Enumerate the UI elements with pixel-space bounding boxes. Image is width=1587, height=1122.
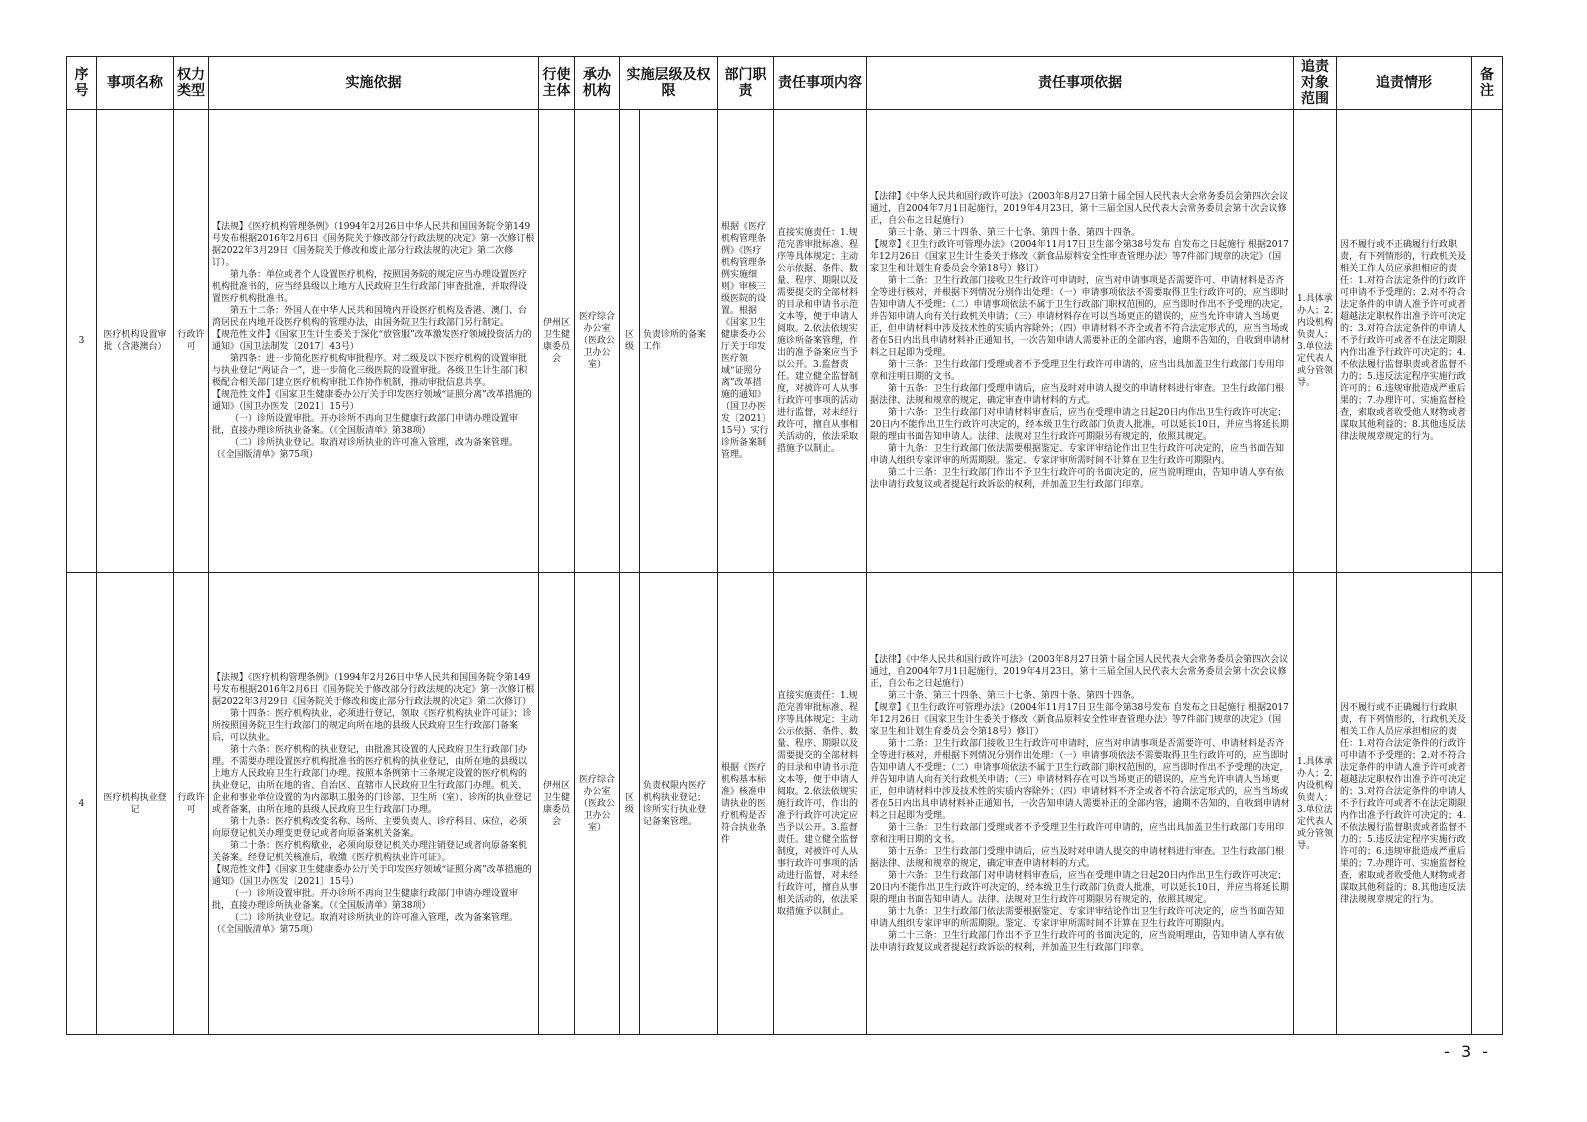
resp-basis-paragraph: 第十六条：卫生行政部门对申请材料审查后，应当在受理申请之日起20日内作出卫生行政许可决定；20日内不能作出卫生行政许可决定的，经本级卫生行政部门负责人批准，可以延长10日，并应当将延长期限的理由书面告知申请人。法律、法规对卫生行政许可期限另有规定的，依照其规定。 xyxy=(870,408,1289,442)
basis-paragraph: 【规范性文件】《国家卫生计生委关于深化“放管服”改革激发医疗领域投资活力的通知》（国卫法制发〔2017〕43号） xyxy=(212,330,532,352)
row-level: 区级 xyxy=(620,573,640,1035)
header-org: 承办机构 xyxy=(575,57,620,110)
basis-paragraph: （一）诊所设置审批。开办诊所不再向卫生健康行政部门申请办理设置审批，直接办理诊所执业备案。（《全国版清单》第38项） xyxy=(212,888,519,911)
row-content-detail: 直接实施责任：1.规范完善审批标准、程序等具体规定；主动公示依据、条件、数量、程序、期限以及需要提交的全部材料的目录和申请书示范文本等，便于申请人阅取。2.依法依规实施行政许可，作出的准予行政许可决定应当予以公开。3.监督责任。建立健全监督制度，对被许可人从事行政许可事项的活动进行监督，对未经行政许可，擅自从事相关活动的，依法采取措施予以制止。 xyxy=(774,573,867,1035)
header-content: 责任事项内容 xyxy=(774,57,867,110)
basis-paragraph: 第十九条：医疗机构改变名称、场所、主要负责人、诊疗科目、床位，必须向原登记机关办理变更登记或者向原备案机关备案。 xyxy=(212,816,528,839)
basis-paragraph: 【规范性文件】《国家卫生健康委办公厅关于印发医疗领域“证照分离”改革措施的通知》（国卫办医发〔2021〕15号） xyxy=(212,864,532,887)
page-number: - 3 - xyxy=(1444,1042,1491,1061)
resp-basis-paragraph: 【规章】《卫生行政许可管理办法》（2004年11月17日卫生部令第38号发布 自发布之日起施行 根据2017年12月26日《国家卫生计生委关于修改〈新食品原料安全性审查管理办法〉等7件部门规章的决定》（国家卫生和计划生育委员会令第18号）修订） xyxy=(870,240,1289,274)
resp-basis-paragraph: 第十二条：卫生行政部门接收卫生行政许可申请时，应当对申请事项是否需要许可、申请材料是否齐全等进行核对，并根据下列情况分别作出处理：（一）申请事项依法不需要取得卫生行政许可的，应当即时告知申请人不受理；（二）申请事项依法不属于卫生行政部门职权范围的，应当即时作出不予受理的决定，并告知申请人向有关行政机关申请；（三）申请材料存在可以当场更正的错误的，应当允许申请人当场更正，但申请材料中涉及技术性的实质内容除外；（四）申请材料不齐全或者不符合法定形式的，应当当场或者在5日内出具申请材料补正通知书，一次告知申请人需要补正的全部内容，逾期不告知的，自收到申请材料之日起即为受理。 xyxy=(870,276,1290,358)
header-basis: 实施依据 xyxy=(209,57,539,110)
header-note: 备注 xyxy=(1472,57,1503,110)
row-power-type: 行政许可 xyxy=(174,110,209,573)
header-duty: 部门职责 xyxy=(718,57,774,110)
responsibility-table xyxy=(66,56,1503,1035)
basis-paragraph: （二）诊所执业登记。取消对诊所执业的许可准入管理，改为备案管理。（《全国版清单》第75项） xyxy=(212,438,519,460)
header-target: 追责对象范围 xyxy=(1294,57,1337,110)
resp-basis-paragraph: 第三十条、第三十四条、第三十七条、第四十条、第四十四条。 xyxy=(888,228,1141,238)
row-duty: 负责诊所的备案工作 xyxy=(640,110,718,573)
row-seq: 3 xyxy=(67,110,97,573)
header-level: 实施层级及权限 xyxy=(620,57,718,110)
row-content: 根据《医疗机构管理条例》《医疗机构管理条例实施细则》审核三级医院的设置。根据《国家卫生健康委办公厅关于印发医疗领域“证照分离”改革措施的通知》（国卫办医发〔2021〕15号）实行诊所备案制管理。 xyxy=(718,110,774,573)
basis-paragraph: 第十四条：医疗机构执业，必须进行登记，领取《医疗机构执业许可证》；诊所按照国务院卫生行政部门的规定向所在地的县级人民政府卫生行政部门备案后，可以执业。 xyxy=(212,708,532,743)
basis-paragraph: 第四条：进一步简化医疗机构审批程序。对二级及以下医疗机构的设置审批与执业登记“两证合一”，进一步简化三级医院的设置审批。各级卫生计生部门积极配合相关部门建立医疗机构审批工作协作机制，推动审批信息共享。 xyxy=(212,354,528,388)
resp-basis-paragraph: 第十五条：卫生行政部门受理申请后，应当及时对申请人提交的申请材料进行审查。卫生行政部门根据法律、法规和规章的规定，确定审查申请材料的方式。 xyxy=(870,846,1285,869)
row-target: 1.具体承办人；2.内设机构负责人；3.单位法定代表人或分管领导。 xyxy=(1294,110,1337,573)
row-situation: 因不履行或不正确履行行政职责，有下列情形的，行政机关及相关工作人员应承担相应的责任：1.对符合法定条件的行政许可申请不予受理的；2.对不符合法定条件的申请人准予许可或者超越法定职权作出准予许可决定的；3.对符合法定条件的申请人不予行政许可或者不在法定期限内作出准予行政许可决定的；4.不依法履行监督职责或者监督不力的；5.违反法定程序实施行政许可的；6.违规审批造成严重后果的；7.办理许可、实施监督检查，索取或者收受他人财物或者谋取其他利益的；8.其他违反法律法规规章规定的行为。 xyxy=(1337,110,1472,573)
row-item-name: 医疗机构执业登记 xyxy=(97,573,174,1035)
header-resp-basis: 责任事项依据 xyxy=(867,57,1294,110)
resp-basis-paragraph: 第十九条：卫生行政部门依法需要根据鉴定、专家评审结论作出卫生行政许可决定的，应当书面告知申请人组织专家评审的所需期限。鉴定、专家评审所需时间不计算在卫生行政许可期限内。 xyxy=(870,906,1285,929)
header-type: 权力类型 xyxy=(174,57,209,110)
resp-basis-paragraph: 第十六条：卫生行政部门对申请材料审查后，应当在受理申请之日起20日内作出卫生行政许可决定；20日内不能作出卫生行政许可决定的，经本级卫生行政部门负责人批准，可以延长10日，并应当将延长期限的理由书面告知申请人。法律、法规对卫生行政许可期限另有规定的，依照其规定。 xyxy=(870,870,1289,905)
row-target: 1.具体承办人；2.内设机构负责人；3.单位法定代表人或分管领导。 xyxy=(1294,573,1337,1035)
row-power-type: 行政许可 xyxy=(174,573,209,1035)
resp-basis-paragraph: 【法律】《中华人民共和国行政许可法》（2003年8月27日第十届全国人民代表大会常务委员会第四次会议通过，自2004年7月1日起施行，2019年4月23日，第十三届全国人民代表大会常务委员会第十次会议修正，自公布之日起施行） xyxy=(870,654,1289,689)
row-org: 医疗综合办公室（医政公卫办公室） xyxy=(575,110,620,573)
row-note xyxy=(1472,573,1503,1035)
header-name: 事项名称 xyxy=(97,57,174,110)
resp-basis-paragraph: 【法律】《中华人民共和国行政许可法》（2003年8月27日第十届全国人民代表大会常务委员会第四次会议通过，自2004年7月1日起施行，2019年4月23日，第十三届全国人民代表大会常务委员会第十次会议修正，自公布之日起施行） xyxy=(870,192,1289,226)
basis-paragraph: （一）诊所设置审批。开办诊所不再向卫生健康行政部门申请办理设置审批，直接办理诊所执业备案。（《全国版清单》第38项） xyxy=(212,414,519,436)
row-content-detail: 直接实施责任：1.规范完善审批标准、程序等具体规定；主动公示依据、条件、数量、程序、期限以及需要提交的全部材料的目录和申请书示范文本等，便于申请人阅取。2.依法依规实施诊所备案管理，作出的准予备案应当予以公开。3.监督责任。建立健全监督制度，对被许可人从事行政许可事项的活动进行监督，对未经行政许可，擅自从事相关活动的，依法采取措施予以制止。 xyxy=(774,110,867,573)
header-subject: 行使主体 xyxy=(539,57,575,110)
resp-basis-paragraph: 第三十条、第三十四条、第三十七条、第四十条、第四十四条。 xyxy=(888,690,1141,701)
row-seq: 4 xyxy=(67,573,97,1035)
resp-basis-paragraph: 第十三条：卫生行政部门受理或者不予受理卫生行政许可申请的，应当出具加盖卫生行政部门专用印章和注明日期的文书。 xyxy=(870,822,1285,845)
basis-paragraph: 【规范性文件】《国家卫生健康委办公厅关于印发医疗领域“证照分离”改革措施的通知》（国卫办医发〔2021〕15号） xyxy=(212,390,532,412)
row-org: 医疗综合办公室（医政公卫办公室） xyxy=(575,573,620,1035)
row-basis xyxy=(209,573,539,1035)
resp-basis-paragraph: 【规章】《卫生行政许可管理办法》（2004年11月17日卫生部令第38号发布 自发布之日起施行 根据2017年12月26日《国家卫生计生委关于修改〈新食品原料安全性审查管理办法〉等7件部门规章的决定》（国家卫生和计划生育委员会令第18号）修订） xyxy=(870,702,1289,737)
row-resp-basis xyxy=(867,573,1294,1035)
basis-paragraph: 【法规】《医疗机构管理条例》（1994年2月26日中华人民共和国国务院令第149号发布根据2016年2月6日《国务院关于修改部分行政法规的决定》第一次修订根据2022年3月29日《国务院关于修改和废止部分行政法规的决定》第二次修订） xyxy=(212,672,535,707)
row-item-name: 医疗机构设置审批（含港澳台） xyxy=(97,110,174,573)
row-level: 区级 xyxy=(620,110,640,573)
basis-paragraph: 第十六条：医疗机构的执业登记，由批准其设置的人民政府卫生行政部门办理。不需要办理设置医疗机构批准书的医疗机构的执业登记，由所在地的县级以上地方人民政府卫生行政部门办理。按照本条例第十三条规定设置的医疗机构的执业登记，由所在地的省、自治区、直辖市人民政府卫生行政部门办理。机关、企业和事业单位设置的为内部职工服务的门诊部、卫生所（室）、诊所的执业登记或者备案，由所在地的县级人民政府卫生行政部门办理。 xyxy=(212,744,532,815)
basis-paragraph: 【法规】《医疗机构管理条例》（1994年2月26日中华人民共和国国务院令第149号发布根据2016年2月6日《国务院关于修改部分行政法规的决定》第一次修订根据2022年3月29日《国务院关于修改和废止部分行政法规的决定》第二次修订）。 xyxy=(212,222,535,268)
resp-basis-paragraph: 第十三条：卫生行政部门受理或者不予受理卫生行政许可申请的，应当出具加盖卫生行政部门专用印章和注明日期的文书。 xyxy=(870,360,1285,382)
row-situation: 因不履行或不正确履行行政职责，有下列情形的，行政机关及相关工作人员应承担相应的责任：1.对符合法定条件的行政许可申请不予受理的；2.对不符合法定条件的申请人准予许可或者超越法定职权作出准予许可决定的；3.对符合法定条件的申请人不予行政许可或者不在法定期限内作出准予行政许可决定的；4.不依法履行监督职责或者监督不力的；5.违反法定程序实施行政许可的；6.违规审批造成严重后果的；7.办理许可、实施监督检查，索取或者收受他人财物或者谋取其他利益的；8.其他违反法律法规规章规定的行为。 xyxy=(1337,573,1472,1035)
basis-paragraph: （二）诊所执业登记。取消对诊所执业的许可准入管理，改为备案管理。（《全国版清单》第75项） xyxy=(212,912,519,935)
basis-paragraph: 第五十二条：外国人在中华人民共和国境内开设医疗机构及香港、澳门、台湾居民在内地开设医疗机构的管理办法，由国务院卫生行政部门另行制定。 xyxy=(212,306,528,328)
resp-basis-paragraph: 第十九条：卫生行政部门依法需要根据鉴定、专家评审结论作出卫生行政许可决定的，应当书面告知申请人组织专家评审的所需期限。鉴定、专家评审所需时间不计算在卫生行政许可期限内。 xyxy=(870,444,1285,466)
header-situation: 追责情形 xyxy=(1337,57,1472,110)
table-row xyxy=(67,573,1503,1035)
row-subject: 伊州区卫生健康委员会 xyxy=(539,573,575,1035)
table-header-row xyxy=(67,57,1503,110)
resp-basis-paragraph: 第二十三条：卫生行政部门作出不予卫生行政许可的书面决定的，应当说明理由，告知申请人享有依法申请行政复议或者提起行政诉讼的权利，并加盖卫生行政部门印章。 xyxy=(870,468,1285,490)
table-row xyxy=(67,110,1503,573)
resp-basis-paragraph: 第十五条：卫生行政部门受理申请后，应当及时对申请人提交的申请材料进行审查。卫生行政部门根据法律、法规和规章的规定，确定审查申请材料的方式。 xyxy=(870,384,1285,406)
row-content: 根据《医疗机构基本标准》核准申请执业的医疗机构是否符合执业条件 xyxy=(718,573,774,1035)
basis-paragraph: 第二十条：医疗机构歇业，必须向原登记机关办理注销登记或者向原备案机关备案。经登记机关核准后，收缴《医疗机构执业许可证》。 xyxy=(212,840,528,863)
row-basis xyxy=(209,110,539,573)
header-seq: 序号 xyxy=(67,57,97,110)
resp-basis-paragraph: 第十二条：卫生行政部门接收卫生行政许可申请时，应当对申请事项是否需要许可、申请材料是否齐全等进行核对，并根据下列情况分别作出处理：（一）申请事项依法不需要取得卫生行政许可的，应当即时告知申请人不受理；（二）申请事项依法不属于卫生行政部门职权范围的，应当即时作出不予受理的决定，并告知申请人向有关行政机关申请；（三）申请材料存在可以当场更正的错误的，应当允许申请人当场更正，但申请材料中涉及技术性的实质内容除外；（四）申请材料不齐全或者不符合法定形式的，应当当场或者在5日内出具申请材料补正通知书，一次告知申请人需要补正的全部内容，逾期不告知的，自收到申请材料之日起即为受理。 xyxy=(870,738,1290,821)
row-note xyxy=(1472,110,1503,573)
row-subject: 伊州区卫生健康委员会 xyxy=(539,110,575,573)
row-resp-basis xyxy=(867,110,1294,573)
row-duty: 负责权限内医疗机构执业登记；诊所实行执业登记备案管理。 xyxy=(640,573,718,1035)
basis-paragraph: 第九条：单位或者个人设置医疗机构，按照国务院的规定应当办理设置医疗机构批准书的，应当经县级以上地方人民政府卫生行政部门审查批准，并取得设置医疗机构批准书。 xyxy=(212,270,528,304)
resp-basis-paragraph: 第二十三条：卫生行政部门作出不予卫生行政许可的书面决定的，应当说明理由，告知申请人享有依法申请行政复议或者提起行政诉讼的权利，并加盖卫生行政部门印章。 xyxy=(870,930,1285,953)
